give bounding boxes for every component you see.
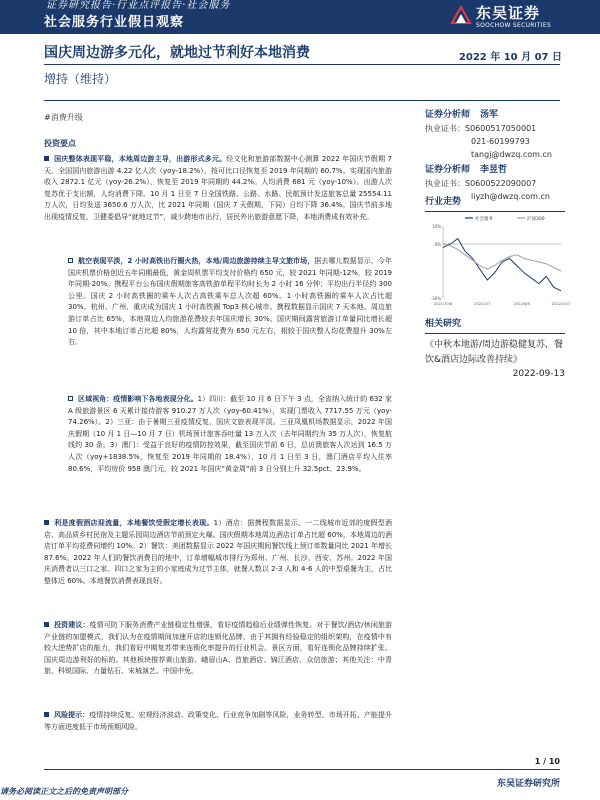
paragraph-lead: 国庆整体表现平稳，本地周边游主导，出游形式多元。 bbox=[54, 155, 227, 163]
divider-footer bbox=[44, 769, 560, 770]
divider-top bbox=[44, 64, 560, 65]
bullet-outline-icon bbox=[68, 396, 73, 401]
logo-text-cn: 东吴证券 bbox=[476, 4, 541, 22]
bullet-outline-icon bbox=[68, 258, 73, 263]
bullet-icon bbox=[44, 520, 49, 525]
x-tick-label: 2022/10/7 bbox=[551, 302, 571, 306]
analyst-title: 证券分析师 bbox=[425, 165, 471, 175]
analyst-license: 执业证书：S0600522090007 bbox=[425, 179, 537, 188]
paragraph-overview bbox=[44, 154, 392, 224]
paragraph-regions bbox=[68, 394, 392, 475]
paragraph-lead: 航空表现平淡，2 小时高铁出行圈火热，本地/周边旅游持续主导文旅市场， bbox=[78, 257, 315, 265]
logo-icon bbox=[450, 5, 472, 25]
band-title: 社会服务行业假日观察 bbox=[44, 15, 185, 30]
related-title: 相关研究 bbox=[425, 318, 565, 334]
analyst-email: tangj@dwzq.com.cn bbox=[471, 150, 552, 159]
legend-label: 沪深300 bbox=[527, 217, 545, 222]
paragraph-body: 1）酒店：据携程数据显示，一二线城市近郊的度假型酒店、高品质乡村民宿及主题乐园周边酒店节前预定火爆。国庆假期本地周边酒店订单占比超 60%，本地周边的酒店订单平均花费同增约 10%。2）餐饮：美团数据显示 2022 年国庆期间餐饮线上预订单数量同比 2021 年增长 87.6%。2022 年人们的餐饮消费目的地中，订单增幅城市排行为郑州、广州、长沙、西安、苏州。2022 年国庆消费者以三口之家、四口之家为主的小家庭成为过节主体，就餐人数以 2-3 人和 4-6 人的中型桌餐为主，占比整体近 60%。本地餐饮消费表现良好。 bbox=[44, 519, 393, 585]
section-title: 投资要点 bbox=[44, 139, 76, 148]
y-tick-label: 10% bbox=[432, 224, 441, 229]
logo-text-en: SOOCHOW SECURITIES bbox=[476, 22, 552, 29]
x-tick-label: 2021/10/8 bbox=[433, 302, 453, 306]
paragraph-lead: 利是度假酒店迎流量，本地餐饮受假定增长表现。 bbox=[54, 519, 214, 527]
analyst-title: 证券分析师 bbox=[425, 110, 471, 120]
y-tick-label: -30% bbox=[430, 296, 441, 301]
legend-label: 社会服务 bbox=[475, 217, 493, 222]
trend-title: 行业走势 bbox=[425, 196, 565, 212]
related-date: 2022-09-13 bbox=[512, 369, 565, 379]
analyst-name: 汤军 bbox=[480, 110, 499, 120]
disclaimer-note: 请务必阅读正文之后的免责声明部分 bbox=[0, 787, 128, 796]
trend-section-header bbox=[425, 196, 565, 212]
y-tick-label: 0% bbox=[434, 242, 441, 247]
paragraph-body: 经文化和旅游部数据中心测算 2022 年国庆节假期 7 天，全国国内旅游出游 4.22 亿人次（yoy-18.2%），按可比口径恢复至 2019 年同期的 60.7%。实现国内旅游收入 2872.1 亿元（yoy-26.2%），恢复至 2019 年同期的 44.2%。人均消费 681 元（yoy-10%）。出游人次复苏优于支出额，人均消费下降。10 月 1 日至 7 日全国铁路、公路、水路、民航预计发送旅客总量 25554.11 万人次，日均发送 3650.6 万人次，比 2021 年同期（国庆 7 天假期，下同）日均下降 36.4%。国庆节前多地出现疫情反复，卫健委倡导“就地过节”，减少跨地市出行，居民外出旅游意愿下降，本地消费成有效补充。 bbox=[44, 155, 392, 221]
report-date: 2022 年 10 月 07 日 bbox=[458, 52, 562, 63]
analyst-phone: 021-60199793 bbox=[471, 137, 530, 146]
related-research bbox=[425, 318, 565, 381]
paragraph-risk bbox=[44, 710, 392, 733]
paragraph-lead: 风险提示： bbox=[54, 711, 90, 719]
x-tick-label: 2022/6/8 bbox=[513, 302, 530, 306]
analyst-name: 李昱哲 bbox=[480, 165, 508, 175]
paragraph-body: 1）四川：截至 10 月 6 日下午 3 点，全省纳入统计的 632 家 A 级旅游景区 6 天累计接待游客 910.27 万人次（yoy-60.41%），实现门票收入 7717.55 万元（yoy-74.26%）。2）三亚：由于暑期三亚疫情反复，国庆文旅表现平淡。三亚凤凰机场数据显示，2022 年国庆假期（10 月 1 日—10 月 7 日）机场预计旅客吞吐量 13 万人次（去年同期约为 35 万人次），恢复航线约 30 条。3）澳门：受益于良好的疫情防控效果，截至国庆节前 6 日，总访澳旅客人次达到 16.5 万人次（yoy+1838.5%，恢复至 2019 年同期的 18.4%），10 月 1 日至 3 日，澳门酒店平均入住率 80.6%，平均房价 958 澳门元，较 2021 年国庆“黄金周”前 3 日分别上升 32.5pct、23.9%。 bbox=[68, 395, 393, 473]
page-number: 1 / 10 bbox=[534, 757, 560, 766]
report-headline: 国庆周边游多元化，就地过节利好本地消费 bbox=[44, 45, 310, 61]
top-banner bbox=[0, 0, 600, 34]
related-item[interactable]: 《中秋本地游/周边游稳健复苏，餐饮&酒店边际改善持续》 bbox=[425, 340, 564, 365]
series-line-1 bbox=[443, 244, 561, 271]
industry-trend-chart bbox=[425, 212, 571, 312]
paragraph-transport bbox=[68, 256, 392, 349]
divider-mid bbox=[44, 100, 560, 101]
paragraph-hotels-dining bbox=[44, 518, 392, 588]
series-line-0 bbox=[443, 239, 561, 291]
bullet-icon bbox=[44, 156, 49, 161]
paragraph-investment bbox=[44, 620, 392, 678]
analyst-email: liyzh@dwzq.com.cn bbox=[471, 192, 550, 201]
paragraph-lead: 区域视角：疫情影响下各地表现分化。 bbox=[78, 395, 198, 403]
brand-logo bbox=[450, 2, 568, 36]
paragraph-body: 疫情可防下服务消费产业链稳定性增强，看好疫情趋稳后业绩弹性恢复。对于餐饮/酒店/休闲旅游产业链的加盟模式，我们认为在疫情期间加速开店的连锁化品牌，由于其拥有经验稳定的组织架构，在疫情中有较大逆势扩店的能力，我们看好中期复苏带来连锁化率提升的行业机会。景区方面，看好连锁化品牌持续扩张、国庆周边游利好的标的。其他板块推荐黄山旅游、峨眉山A、首旅酒店、锦江酒店、众信旅游；其他关注：中青旅、科锐国际、力量钻石、宋城演艺、中国中免。 bbox=[44, 621, 393, 676]
topic-tag: #消费升级 bbox=[44, 113, 83, 122]
footer-org: 东吴证券研究所 bbox=[496, 779, 560, 789]
paragraph-body: 据去哪儿数据显示，今年国庆机票价格创近五年同期最低，黄金周机票平均支付价格约 650 元，较 2021 年同期-12%，较 2019 年同期-20%。携程平台公布国庆假期旅客高铁游单程平均时长为 2 小时 16 分钟；平均出行半径约 300 公里。国庆 2 小时高铁圈的乘车人次占高铁乘车总人次超 60%。1 小时高铁圈的乘车人次占比超 30%。杭州、广州、重庆成为国庆 1 小时高铁圈 Top3 核心城市。携程数据显示国庆 7 天本地、周边旅游订单占比 65%，本地周边人均旅游花费较去年国庆增长 30%。国庆期间露营旅游订单量同比增长超 10 倍，其中本地订单占比超 80%，人均露营花费为 650 元左右，相较于国庆整人均花费提升 30%左右。 bbox=[68, 257, 392, 347]
report-categories: 证券研究报告·行业点评报告·社会服务 bbox=[46, 0, 231, 11]
bullet-icon bbox=[44, 622, 49, 627]
bullet-icon bbox=[44, 712, 49, 717]
rating-label: 增持（维持） bbox=[44, 72, 117, 86]
analyst-block bbox=[425, 108, 565, 203]
x-tick-label: 2022/2/7 bbox=[474, 302, 491, 306]
paragraph-body: 疫情持续反复、宏观经济波动、政策变化、行业竞争加剧等风险，业务转型、市场开拓、产能提升等方面进度低于市场预期风险。 bbox=[44, 711, 392, 731]
paragraph-lead: 投资建议： bbox=[54, 621, 90, 629]
analyst-license: 执业证书：S0600517050001 bbox=[425, 124, 537, 133]
